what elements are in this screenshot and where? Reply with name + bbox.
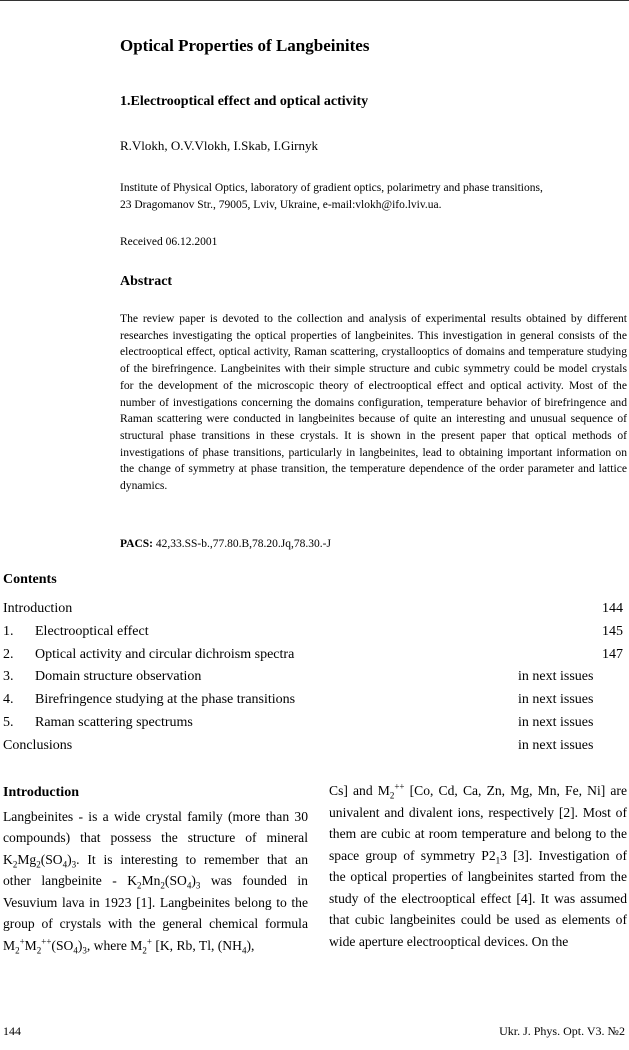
toc-number: 3. [3,669,14,685]
journal-reference: Ukr. J. Phys. Opt. V3. №2 [499,1024,625,1038]
contents-heading: Contents [3,572,57,587]
toc-item [3,735,623,758]
toc-page: in next issues [518,692,594,708]
toc-item [3,621,623,644]
pacs-label: PACS: [120,538,154,550]
toc-label: Introduction [3,601,73,616]
toc-label: Optical activity and circular dichroism spectra [35,646,295,662]
toc-number: 5. [3,714,14,730]
page-number: 144 [3,1024,21,1038]
paper-title: Optical Properties of Langbeinites [120,36,370,55]
toc-label: Electrooptical effect [35,623,149,639]
abstract-text: The review paper is devoted to the collection and analysis of experimental results obtained by different researches investigating the optical properties of langbeinites. This investigation in general consists of the electrooptical effect, optical activity, Raman scattering, crystallooptics of domains and temperature studying of the birefringence. Langbeinites with their simple structure and cubic symmetry could be model crystals for the development of the microscopic theory of electrooptical effect and optical activity. Most of the number of investigations concerning the domains configuration, temperature behavior of birefringence and Raman scattering were conducted in langbeinites because of quite an interesting and unusual sequence of structural phase transitions in these crystals. It is shown in the present paper that optical methods of investigations of phase transitions, particularly in langbeinites, lead to obtaining important information on the change of symmetry at phase transition, the temperature dependence of the order parameter and lattice dynamics. [120,312,627,493]
intro-right-column [329,780,627,952]
intro-left-column [3,782,308,956]
toc-number: 2. [3,646,14,662]
intro-paragraph: Cs] and $M_2^{++}$ [Co, Cd, Ca, Zn, Mg, Mn, Fe, Ni] are univalent and divalent ions, respectively [2]. Most of them are cubic at room temperature and belong to the space group of symmetry $P2_13$ [3]. Investigation of the optical properties of langbeinites started from the study of the electrooptical effect [4]. It was assumed that cubic langbeinites could be used as elements of wide aperture electrooptical devices. On the [329,781,627,949]
table-of-contents [3,598,623,758]
toc-item [3,666,623,689]
authors: R.Vlokh, O.V.Vlokh, I.Skab, I.Girnyk [120,138,319,153]
affiliation [120,180,628,214]
pacs-line [120,538,331,550]
top-rule [0,0,629,1]
introduction-heading: Introduction [3,785,79,800]
toc-page: in next issues [518,669,594,685]
toc-number: 4. [3,692,14,708]
abstract-heading: Abstract [120,274,173,289]
received-date: Received 06.12.2001 [120,236,218,248]
toc-page: 144 [602,601,623,616]
toc-label: Domain structure observation [35,669,202,685]
toc-page: in next issues [518,714,594,730]
toc-page: in next issues [518,737,594,753]
pacs-value: 42,33.SS-b.,77.80.B,78.20.Jq,78.30.-J [153,538,331,550]
affiliation-line: Institute of Physical Optics, laboratory of gradient optics, polarimetry and phase transitions, [120,182,543,194]
toc-item [3,712,623,735]
toc-label: Raman scattering spectrums [35,714,193,730]
toc-label: Birefringence studying at the phase transitions [35,692,296,708]
paper-subtitle: 1.Electrooptical effect and optical activity [120,94,369,109]
toc-item [3,689,623,712]
intro-paragraph: Langbeinites - is a wide crystal family (more than 30 compounds) that possess the structure of mineral $K_2Mg_2(SO_4)_3$. It is interesting to remember that an other langbeinite - $K_2Mn_2(SO_4)_3$ was founded in Vesuvium lava in 1923 [1]. Langbeinites belong to the group of crystals with the general chemical formula $M_2^+M_2^{++}(SO_4)_3$, where $M_2^+$ [K, Rb, Tl, $(NH_4)$, [3,808,308,956]
toc-label: Conclusions [3,737,73,753]
toc-item [3,598,623,621]
toc-number: 1. [3,623,14,639]
toc-item [3,644,623,667]
toc-page: 147 [602,646,623,662]
affiliation-line: 23 Dragomanov Str., 79005, Lviv, Ukraine, e-mail:vlokh@ifo.lviv.ua. [120,199,442,211]
toc-page: 145 [602,623,623,639]
